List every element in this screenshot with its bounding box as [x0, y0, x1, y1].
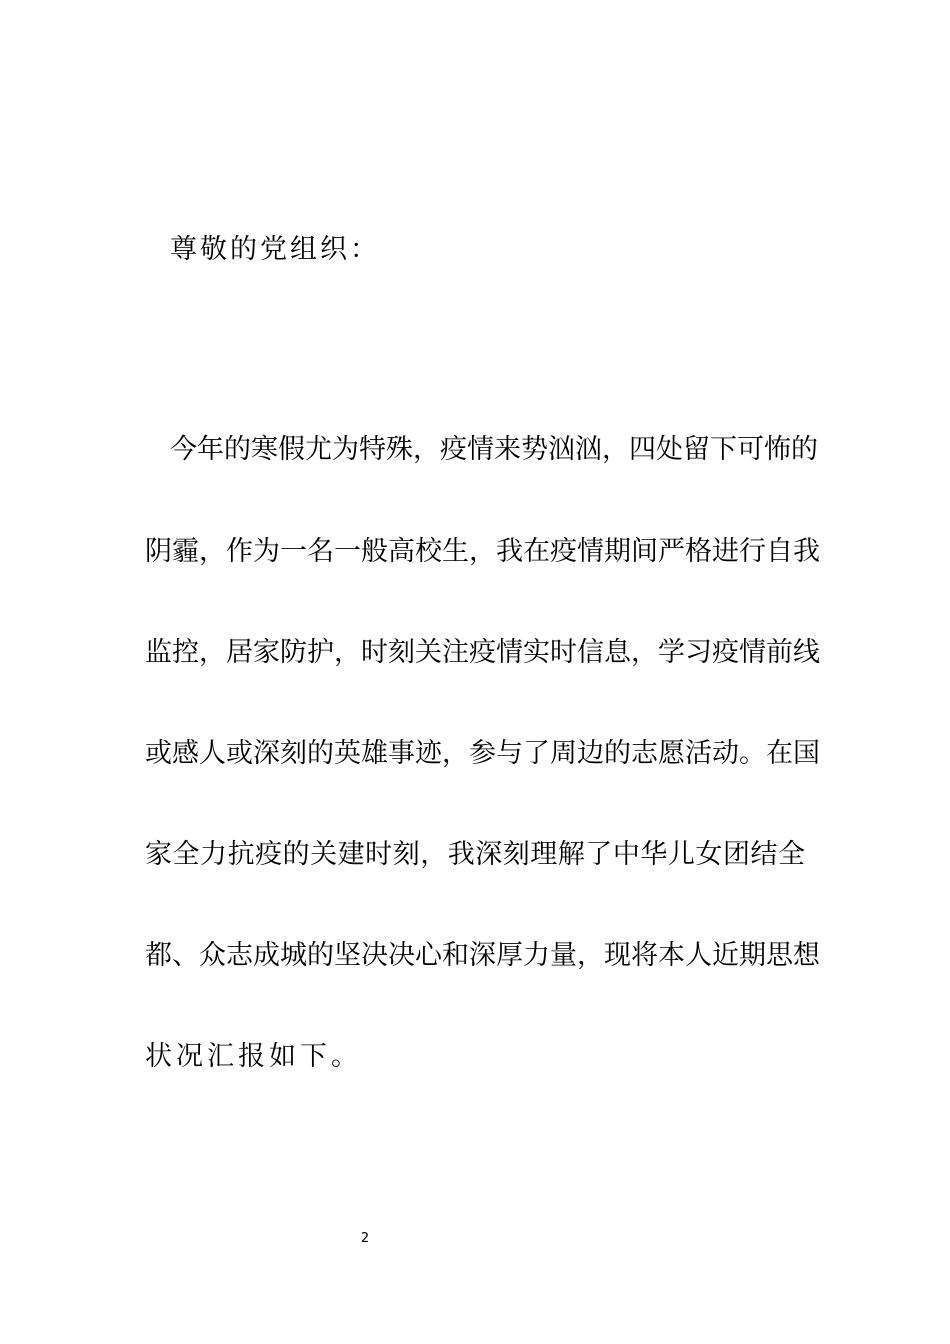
body-line: 阴霾，作为一名一般高校生，我在疫情期间严格进行自我 [145, 536, 820, 567]
salutation: 尊敬的党组织： [170, 234, 380, 265]
body-line: 状况汇报如下。 [145, 1041, 362, 1072]
body-line: 监控，居家防护，时刻关注疫情实时信息，学习疫情前线 [145, 637, 820, 668]
body-line: 今年的寒假尤为特殊，疫情来势汹汹，四处留下可怖的 [170, 434, 818, 465]
body-line: 或感人或深刻的英雄事迹，参与了周边的志愿活动。在国 [145, 738, 820, 769]
page-number: 2 [360, 1231, 370, 1246]
body-line: 都、众志成城的坚决决心和深厚力量，现将本人近期思想 [145, 940, 820, 971]
body-line: 家全力抗疫的关建时刻，我深刻理解了中华儿女团结全 [145, 839, 805, 870]
